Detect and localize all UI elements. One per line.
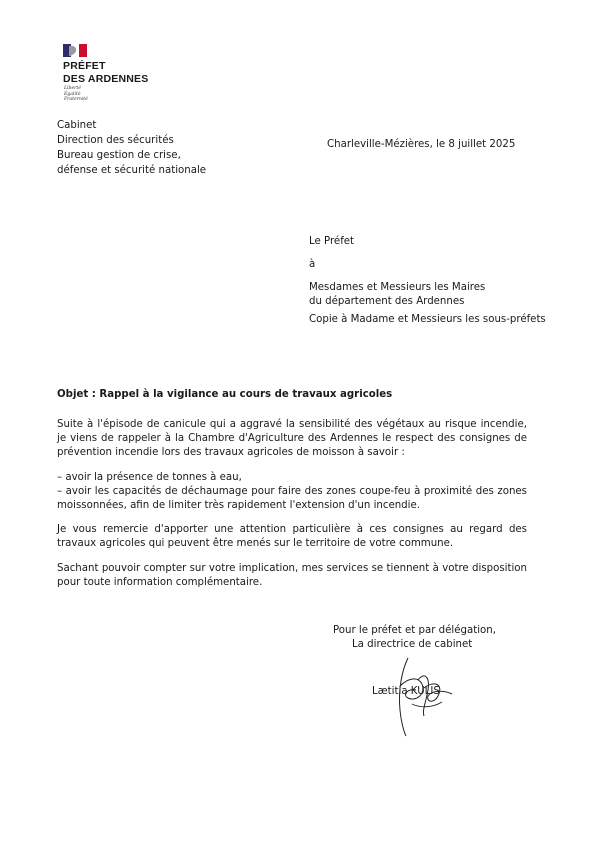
handwritten-signature: [378, 650, 468, 740]
republic-motto: [64, 86, 88, 103]
sender-line: Direction des sécurités: [57, 135, 174, 146]
motto-fraternite: Fraternité: [64, 97, 88, 103]
list-item: – avoir la présence de tonnes à eau,: [57, 471, 242, 483]
recipient-from: Le Préfet: [309, 236, 355, 247]
letter-subject: Objet : Rappel à la vigilance au cours de travaux agricoles: [57, 389, 393, 400]
recipient-copy: Copie à Madame et Messieurs les sous-préfets: [309, 314, 546, 325]
body-paragraph-2: Je vous remercie d'apporter une attention particulière à ces consignes au regard des travaux agricoles qui peuvent être menés sur le territoire de votre commune.: [57, 524, 527, 550]
prefecture-title-line1: PRÉFET: [63, 60, 106, 72]
letter-body: [57, 418, 527, 600]
recipient-to-line1: Mesdames et Messieurs les Maires: [309, 282, 486, 293]
recipient-to-marker: à: [309, 259, 316, 270]
instructions-list: [57, 471, 527, 514]
recipient-to-line2: du département des Ardennes: [309, 296, 465, 307]
recipients-block: [309, 235, 546, 327]
signature-delegation: Pour le préfet et par délégation,: [333, 625, 496, 636]
prefecture-title: [63, 60, 148, 85]
letter-date: Charleville-Mézières, le 8 juillet 2025: [327, 139, 516, 150]
motto-liberte: Liberté: [64, 86, 81, 91]
marianne-logo: [63, 44, 87, 57]
motto-egalite: Égalité: [64, 91, 81, 97]
body-paragraph-3: Sachant pouvoir compter sur votre implication, mes services se tiennent à votre disposition pour toute information complémentaire.: [57, 562, 527, 588]
body-intro: Suite à l'épisode de canicule qui a aggravé la sensibilité des végétaux au risque incendie, je viens de rappeler à la Chambre d'Agriculture des Ardennes le respect des consignes de prévention incendie lors des travaux agricoles de moisson à savoir :: [57, 419, 527, 459]
sender-line: défense et sécurité nationale: [57, 165, 207, 176]
list-item: – avoir les capacités de déchaumage pour faire des zones coupe-feu à proximité des zones moissonnées, afin de limiter très rapidement l'extension d'un incendie.: [57, 485, 527, 512]
signature-role: La directrice de cabinet: [352, 639, 473, 650]
sender-line: Cabinet: [57, 120, 97, 131]
sender-line: Bureau gestion de crise,: [57, 150, 181, 161]
prefecture-title-line2: DES ARDENNES: [63, 72, 149, 85]
sender-block: [57, 118, 206, 178]
signatory-name: Lætitia KULIS: [372, 686, 440, 697]
